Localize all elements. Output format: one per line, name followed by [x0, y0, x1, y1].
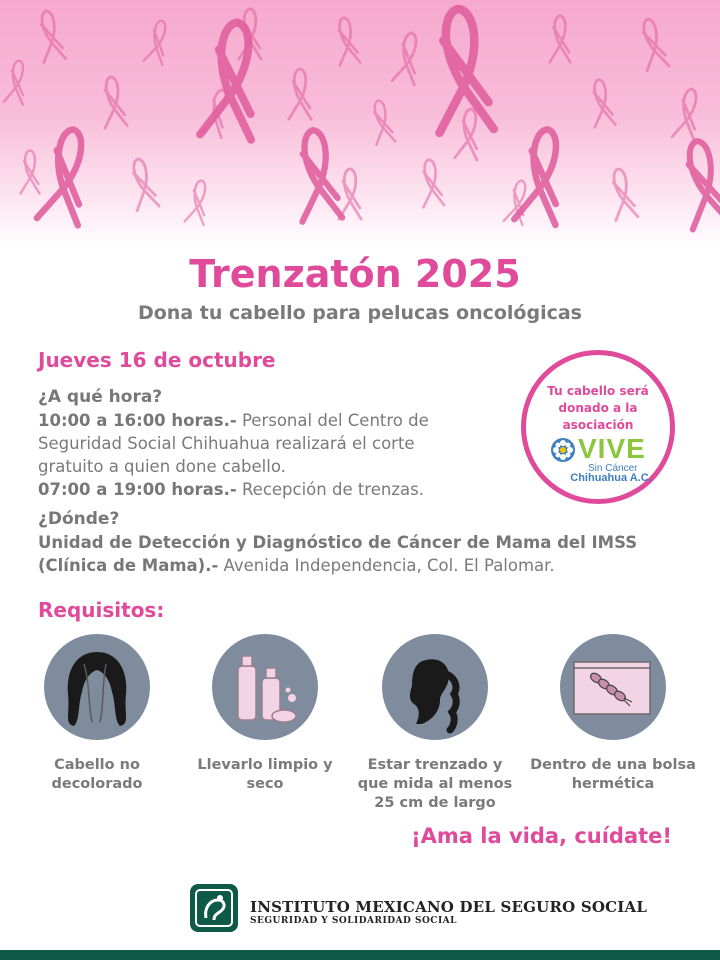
- schedule-slot-1: [38, 409, 458, 478]
- location-section: [38, 508, 678, 577]
- event-date: Jueves 16 de octubre: [38, 348, 276, 372]
- requirement-label: Estar trenzado y que mida al menos 25 cm de largo: [357, 757, 513, 811]
- hair-icon: [44, 634, 150, 740]
- imss-emblem-icon: [190, 884, 238, 932]
- requirements-title: Requisitos:: [38, 598, 165, 622]
- slot-1-time: 10:00 a 16:00 horas.-: [38, 411, 237, 430]
- donation-badge: [521, 350, 675, 504]
- vive-sin-cancer-logo: [548, 433, 658, 484]
- imss-name: INSTITUTO MEXICANO DEL SEGURO SOCIAL: [250, 898, 648, 916]
- shampoo-bottles-icon: [212, 634, 318, 740]
- vive-subtitle: Sin Cáncer: [588, 463, 638, 474]
- schedule-question: ¿A qué hora?: [38, 387, 163, 407]
- imss-tagline: SEGURIDAD Y SOLIDARIDAD SOCIAL: [250, 916, 457, 926]
- schedule-slot-2: [38, 478, 458, 501]
- page-subtitle: Dona tu cabello para pelucas oncológicas: [137, 302, 582, 324]
- requirement-label: Cabello no decolorado: [51, 757, 143, 792]
- schedule-section: [38, 386, 458, 501]
- requirement-item: [12, 634, 182, 794]
- vive-word: VIVE: [578, 433, 646, 464]
- page-title: Trenzatón 2025: [189, 252, 521, 296]
- requirement-item: [180, 634, 350, 794]
- ribbon-pattern: [0, 0, 720, 250]
- requirement-label: Llevarlo limpio y seco: [197, 757, 333, 792]
- flower-icon: [550, 437, 576, 463]
- sealed-bag-icon: [560, 634, 666, 740]
- requirement-label: Dentro de una bolsa hermética: [530, 757, 696, 792]
- braided-head-icon: [382, 634, 488, 740]
- location-details: [38, 531, 678, 577]
- requirement-item: [350, 634, 520, 813]
- small-ribbons: [4, 9, 703, 225]
- slogan: ¡Ama la vida, cuídate!: [411, 824, 672, 848]
- imss-footer-logo: [190, 884, 648, 934]
- badge-text: Tu cabello será donado a la asociación: [547, 384, 649, 432]
- location-question: ¿Dónde?: [38, 509, 120, 529]
- location-address: Avenida Independencia, Col. El Palomar.: [218, 556, 555, 575]
- slot-1-text: Personal del Centro de Seguridad Social Chihuahua realizará el corte gratuito a quien done cabello.: [38, 411, 429, 476]
- slot-2-time: 07:00 a 19:00 horas.-: [38, 480, 237, 499]
- slot-2-text: Recepción de trenzas.: [236, 480, 424, 499]
- hero-ribbons-banner: [0, 0, 720, 250]
- footer-bar: [0, 950, 720, 960]
- requirement-item: [528, 634, 698, 794]
- vive-city: Chihuahua A.C.: [570, 472, 652, 484]
- location-place: Unidad de Detección y Diagnóstico de Cáncer de Mama del IMSS (Clínica de Mama).-: [38, 533, 638, 575]
